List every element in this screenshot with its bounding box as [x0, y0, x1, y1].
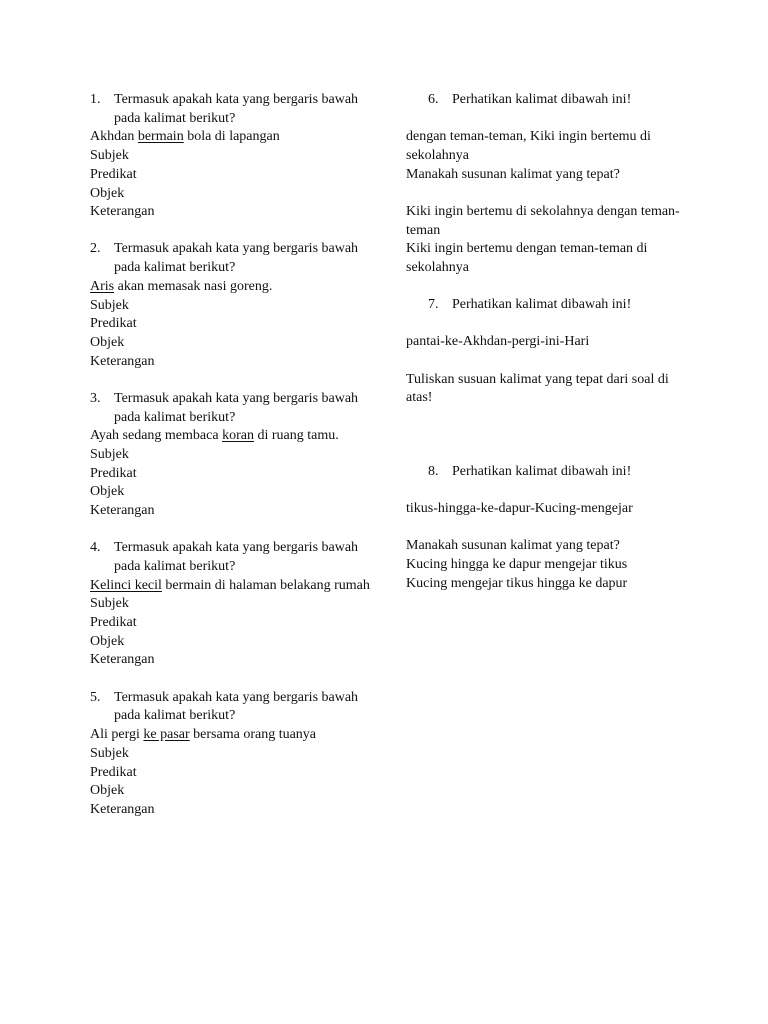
option-b: Kucing mengejar tikus hingga ke dapur: [406, 575, 628, 591]
sentence-after: akan memasak nasi goreng.: [114, 278, 273, 294]
option-predikat: Predikat: [90, 615, 137, 631]
question-5: [90, 689, 370, 820]
option-subjek: Subjek: [90, 446, 129, 462]
question-prompt: Termasuk apakah kata yang bergaris bawah pada kalimat berikut?: [114, 92, 359, 126]
question-number: 4.: [90, 540, 101, 556]
sentence-after: bola di lapangan: [183, 129, 280, 145]
question-number: 8.: [428, 463, 439, 479]
question-prompt: Perhatikan kalimat dibawah ini!: [452, 463, 632, 479]
question-5-prompt-line: [90, 689, 370, 726]
question-8: [406, 463, 686, 594]
sentence-before: Ali pergi: [90, 727, 144, 743]
sentence-after: bermain di halaman belakang rumah: [161, 577, 370, 593]
option-keterangan: Keterangan: [90, 801, 155, 817]
sentence-after: bersama orang tuanya: [189, 727, 317, 743]
option-keterangan: Keterangan: [90, 353, 155, 369]
option-objek: Objek: [90, 185, 125, 201]
scrambled-sentence: dengan teman-teman, Kiki ingin bertemu di sekolahnya: [406, 129, 651, 163]
option-subjek: Subjek: [90, 596, 129, 612]
question-prompt: Termasuk apakah kata yang bergaris bawah pada kalimat berikut?: [114, 689, 359, 724]
question-8-prompt-line: [406, 463, 686, 482]
right-column: [406, 91, 686, 593]
option-subjek: Subjek: [90, 297, 129, 313]
sentence-before: Akhdan: [90, 129, 138, 145]
question-6-prompt-line: [406, 91, 686, 110]
option-objek: Objek: [90, 633, 125, 649]
scrambled-sentence: tikus-hingga-ke-dapur-Kucing-mengejar: [406, 501, 633, 517]
question-prompt: Perhatikan kalimat dibawah ini!: [452, 297, 632, 313]
option-objek: Objek: [90, 334, 125, 350]
option-predikat: Predikat: [90, 465, 137, 481]
option-objek: Objek: [90, 484, 125, 500]
sentence-before: Ayah sedang membaca: [90, 428, 223, 444]
question-sentence: [90, 577, 370, 596]
question-1: [90, 91, 370, 222]
option-objek: Objek: [90, 783, 125, 799]
question-7: [406, 296, 686, 408]
question-1-prompt-line: [90, 91, 370, 128]
question-text: Manakah susunan kalimat yang tepat?: [406, 166, 620, 182]
question-3: [90, 390, 370, 521]
underlined-word: ke pasar: [143, 727, 190, 743]
option-predikat: Predikat: [90, 764, 137, 780]
underlined-word: Aris: [90, 278, 115, 294]
question-text: Tuliskan susuan kalimat yang tepat dari soal di atas!: [406, 371, 669, 406]
question-sentence: [90, 128, 370, 147]
option-predikat: Predikat: [90, 316, 137, 332]
question-sentence: [90, 726, 370, 745]
question-7-prompt-line: [406, 296, 686, 315]
underlined-word: bermain: [137, 129, 184, 145]
question-number: 5.: [90, 689, 101, 705]
option-keterangan: Keterangan: [90, 204, 155, 220]
question-prompt: Termasuk apakah kata yang bergaris bawah pada kalimat berikut?: [114, 540, 359, 574]
question-sentence: [90, 278, 370, 297]
question-2-prompt-line: [90, 240, 370, 277]
question-number: 6.: [428, 92, 439, 107]
option-a: Kucing hingga ke dapur mengejar tikus: [406, 557, 628, 573]
question-2: [90, 240, 370, 371]
option-keterangan: Keterangan: [90, 652, 155, 668]
option-b: Kiki ingin bertemu dengan teman-teman di sekolahnya: [406, 241, 648, 275]
question-prompt: Termasuk apakah kata yang bergaris bawah pada kalimat berikut?: [114, 241, 359, 276]
option-keterangan: Keterangan: [90, 503, 155, 519]
question-6: [406, 91, 686, 278]
option-a: Kiki ingin bertemu di sekolahnya dengan teman-teman: [406, 203, 680, 238]
question-number: 3.: [90, 390, 101, 406]
underlined-word: Kelinci kecil: [90, 577, 162, 593]
question-prompt: Termasuk apakah kata yang bergaris bawah pada kalimat berikut?: [114, 390, 359, 425]
question-number: 7.: [428, 297, 439, 313]
question-sentence: [90, 427, 370, 446]
question-4-prompt-line: [90, 539, 370, 576]
question-number: 1.: [90, 92, 101, 107]
question-4: [90, 539, 370, 670]
question-prompt: Perhatikan kalimat dibawah ini!: [452, 92, 632, 107]
underlined-word: koran: [222, 428, 254, 444]
question-3-prompt-line: [90, 390, 370, 427]
option-subjek: Subjek: [90, 745, 129, 761]
option-predikat: Predikat: [90, 166, 137, 182]
scrambled-sentence: pantai-ke-Akhdan-pergi-ini-Hari: [406, 334, 590, 350]
question-number: 2.: [90, 241, 101, 257]
question-text: Manakah susunan kalimat yang tepat?: [406, 538, 620, 554]
sentence-after: di ruang tamu.: [253, 428, 339, 444]
option-subjek: Subjek: [90, 148, 129, 164]
left-column: [90, 91, 370, 820]
